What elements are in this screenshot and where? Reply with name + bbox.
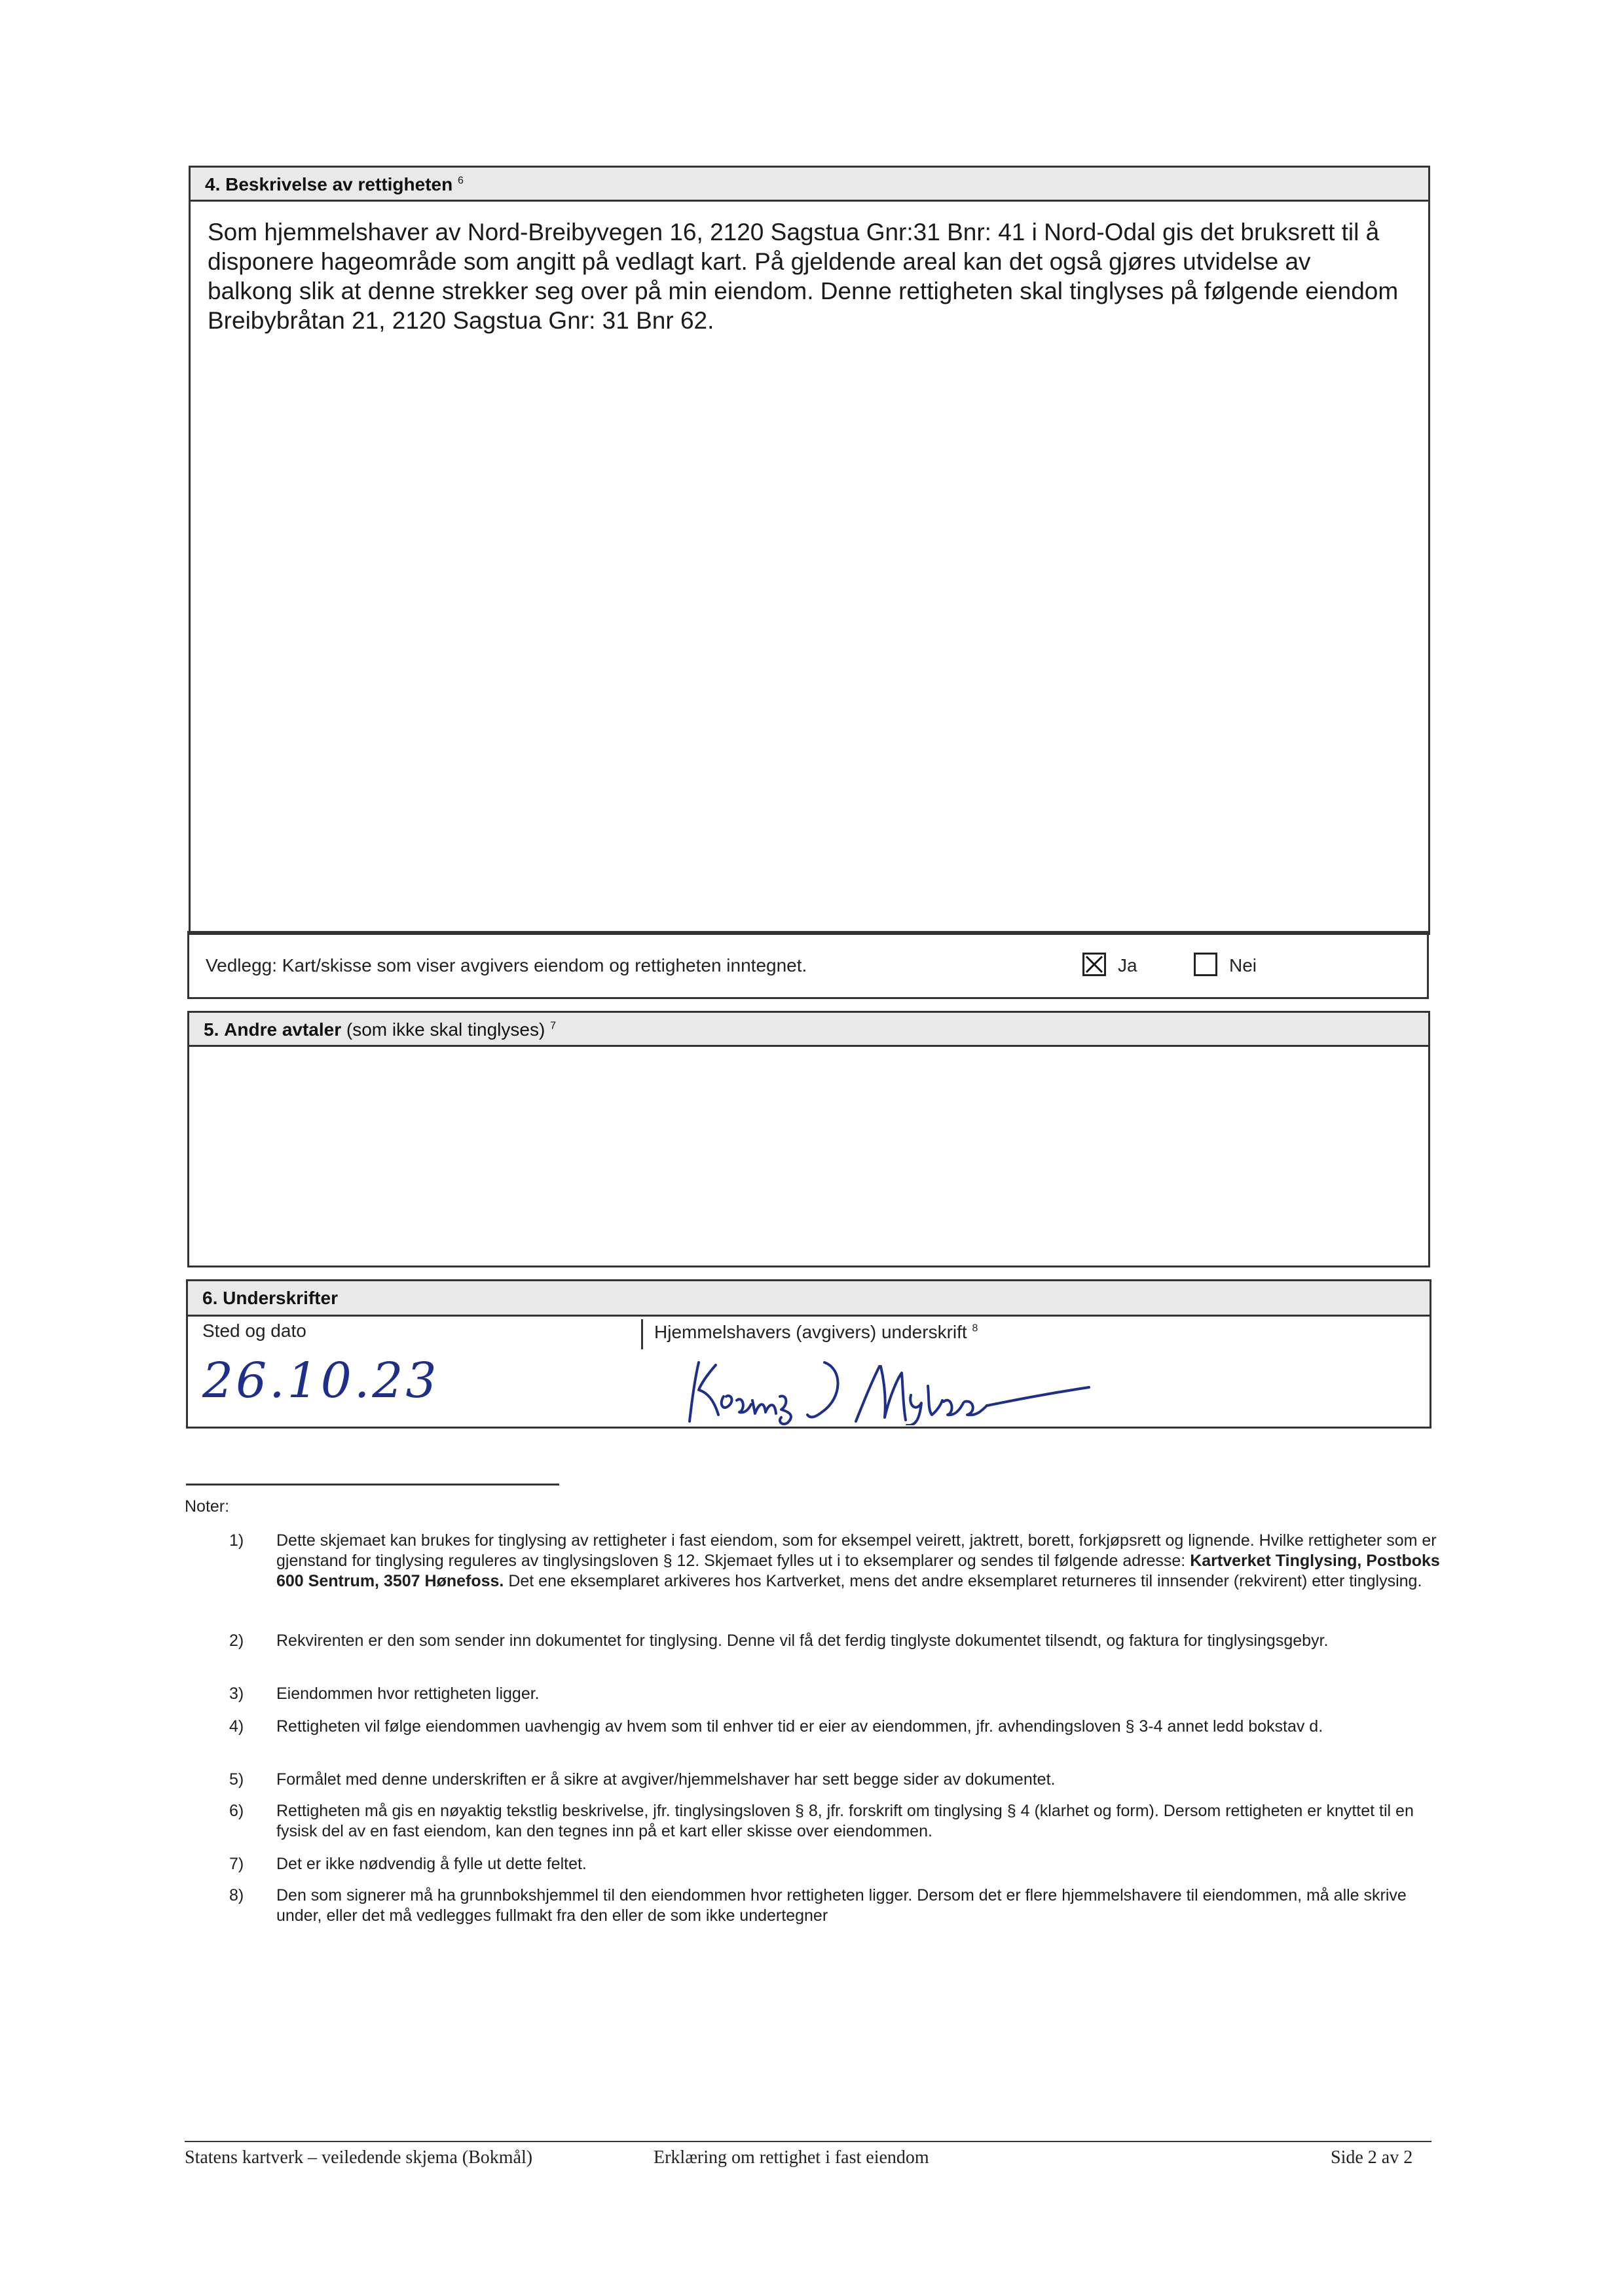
section-5-title: Andre avtaler: [224, 1019, 342, 1040]
section-4-box: [189, 166, 1430, 935]
section-6-header: [188, 1281, 1430, 1317]
place-date-field[interactable]: [202, 1349, 621, 1421]
note-text: Eiendommen hvor rettigheten ligger.: [276, 1685, 540, 1703]
vedlegg-row: [187, 931, 1429, 999]
signature-note-ref: 8: [972, 1322, 978, 1334]
note-text: Formålet med denne underskriften er å sikre at avgiver/hjemmelshaver har sett begge sider av dokumentet.: [276, 1770, 1056, 1789]
footer-rule: [185, 2141, 1431, 2142]
footer-left: Statens kartverk – veiledende skjema (Bokmål): [185, 2147, 533, 2168]
note-1-address: Kartverket Tinglysing, Postboks 600 Sentrum, 3507 Hønefoss.: [276, 1552, 1440, 1590]
place-date-label: Sted og dato: [202, 1321, 306, 1341]
note-number: 5): [229, 1770, 244, 1789]
notes-heading: Noter:: [185, 1497, 230, 1516]
note-text: Den som signerer må ha grunnbokshjemmel til den eiendommen hvor rettigheten ligger. Dersom det er flere hjemmelshavere til eiendommen, må alle skrive under, eller det må vedlegges fullmakt fra den eller de som ikke undertegner: [276, 1886, 1407, 1925]
note-text: Rettigheten må gis en nøyaktig tekstlig beskrivelse, jfr. tinglysingsloven § 8, jfr. forskrift om tinglysing § 4 (klarhet og form). Dersom rettigheten er knyttet til en fysisk del av en fast eiendom, kan den tegnes inn på et kart eller skisse over eiendommen.: [276, 1802, 1414, 1840]
vedlegg-yes-checkbox[interactable]: [1082, 953, 1106, 976]
section-5-number: 5.: [204, 1019, 219, 1040]
section-4-title: Beskrivelse av rettigheten: [225, 174, 453, 194]
section-5-header: [189, 1013, 1428, 1047]
note-number: 8): [229, 1886, 244, 1904]
signature-field[interactable]: [646, 1349, 1236, 1425]
note-text: [276, 1531, 1441, 1592]
note-number: 3): [229, 1685, 244, 1703]
note-text: Rekvirenten er den som sender inn dokumentet for tinglysing. Denne vil få det ferdig tinglyste dokumentet tilsendt, og faktura for tinglysingsgebyr.: [276, 1631, 1329, 1650]
vedlegg-yes-label: Ja: [1118, 955, 1137, 975]
note-1-text: Dette skjemaet kan brukes for tinglysing av rettigheter i fast eiendom, som for eksempel veirett, jaktrett, borett, forkjøpsrett og lignende. Hvilke rettigheter som er gjenstand for tinglysing reguleres av tinglysingsloven § 12. Skjemaet fylles ut i to eksemplarer og sendes til følgende adresse:: [276, 1531, 1437, 1570]
signature-divider: [641, 1319, 643, 1349]
vedlegg-no-checkbox[interactable]: [1194, 953, 1217, 976]
note-text: Det er ikke nødvendig å fylle ut dette feltet.: [276, 1855, 587, 1873]
section-5-input-area[interactable]: [189, 1047, 1428, 1266]
section-5-subtitle: (som ikke skal tinglyses): [346, 1019, 545, 1040]
note-1-after: Det ene eksemplaret arkiveres hos Kartverket, mens det andre eksemplaret returneres til innsender (rekvirent) etter tinglysing.: [504, 1572, 1422, 1590]
section-4-note-ref: 6: [457, 175, 464, 187]
section-6-title: Underskrifter: [223, 1288, 338, 1308]
note-number: 4): [229, 1717, 244, 1736]
note-number: 6): [229, 1802, 244, 1820]
vedlegg-no-label: Nei: [1229, 955, 1257, 975]
footer-center: Erklæring om rettighet i fast eiendom: [654, 2147, 929, 2168]
note-number: 2): [229, 1631, 244, 1650]
vedlegg-text: Vedlegg: Kart/skisse som viser avgivers eiendom og rettigheten inntegnet.: [206, 955, 807, 975]
section-5-note-ref: 7: [550, 1020, 556, 1032]
note-number: 7): [229, 1855, 244, 1873]
signature-label: [654, 1322, 978, 1343]
section-4-header: [191, 168, 1428, 202]
notes-separator: [186, 1484, 559, 1485]
section-4-number: 4.: [205, 174, 221, 194]
section-6-number: 6.: [202, 1288, 218, 1308]
signature-label-text: Hjemmelshavers (avgivers) underskrift: [654, 1322, 967, 1342]
section-5-box: [187, 1011, 1430, 1267]
handwritten-signature-icon: [646, 1349, 1236, 1425]
section-6-box: [186, 1279, 1431, 1429]
place-date-handwritten: 26.10.23: [202, 1353, 439, 1409]
footer-page-number: Side 2 av 2: [1331, 2147, 1413, 2168]
note-number: 1): [229, 1531, 244, 1550]
note-text: Rettigheten vil følge eiendommen uavhengig av hvem som til enhver tid er eier av eiendommen, jfr. avhendingsloven § 3-4 annet ledd bokstav d.: [276, 1717, 1323, 1736]
section-4-description[interactable]: Som hjemmelshaver av Nord-Breibyvegen 16, 2120 Sagstua Gnr:31 Bnr: 41 i Nord-Odal gis det bruksrett til å disponere hageområde som angitt på vedlagt kart. På gjeldende areal kan det også gjøres utvidelse av balkong slik at denne strekker seg over på min eiendom. Denne rettigheten skal tinglyses på følgende eiendom Breibybråtan 21, 2120 Sagstua Gnr: 31 Bnr 62.: [208, 219, 1399, 334]
checkmark-x-icon: [1084, 955, 1104, 974]
